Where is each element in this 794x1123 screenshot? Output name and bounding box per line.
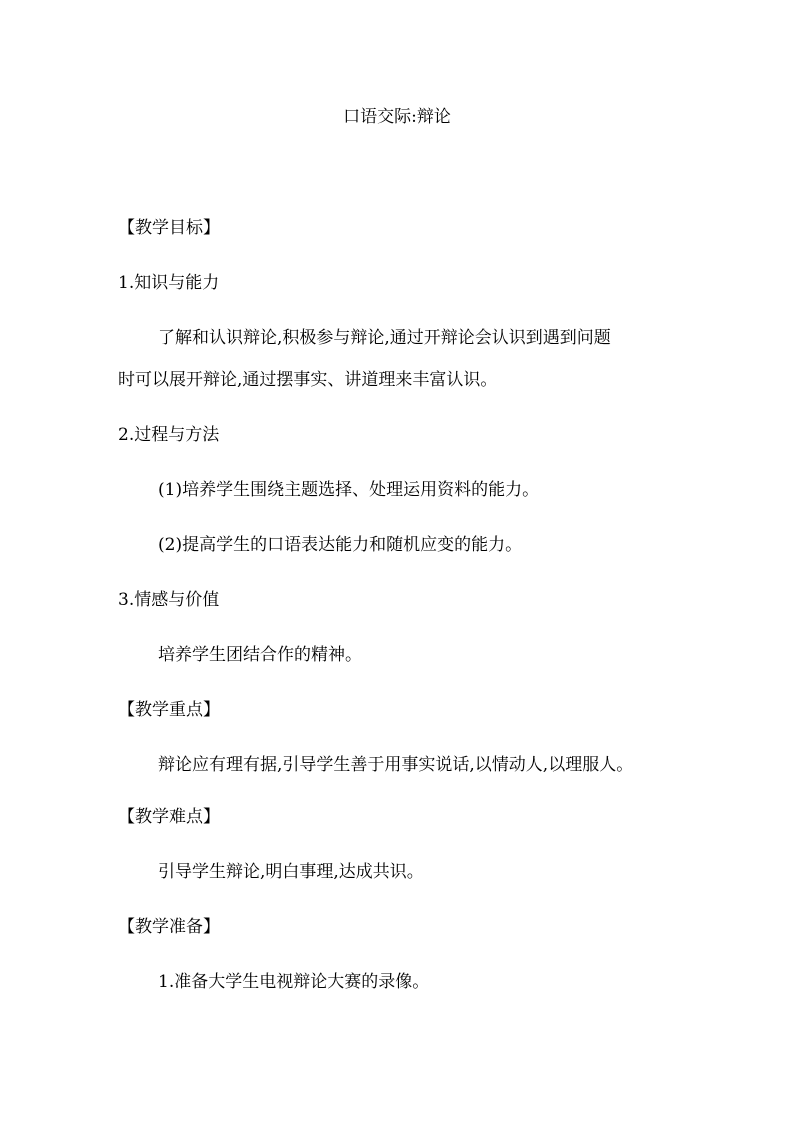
document-title: 口语交际:辩论: [343, 107, 451, 127]
knowledge-ability-paragraph-line1: 了解和认识辩论,积极参与辩论,通过开辩论会认识到遇到问题: [158, 328, 611, 348]
difficulties-paragraph: 引导学生辩论,明白事理,达成共识。: [158, 862, 424, 882]
preparation-heading: 【教学准备】: [118, 917, 220, 937]
preparation-item-1: 1.准备大学生电视辩论大赛的录像。: [158, 972, 430, 992]
process-method-heading: 2.过程与方法: [118, 425, 220, 445]
objectives-heading: 【教学目标】: [118, 218, 220, 238]
key-points-heading: 【教学重点】: [118, 700, 220, 720]
process-method-point-2: (2)提高学生的口语表达能力和随机应变的能力。: [158, 535, 523, 555]
difficulties-heading: 【教学难点】: [118, 807, 220, 827]
knowledge-ability-paragraph-line2: 时可以展开辩论,通过摆事实、讲道理来丰富认识。: [118, 370, 498, 390]
emotion-value-heading: 3.情感与价值: [118, 590, 220, 610]
key-points-paragraph: 辩论应有理有据,引导学生善于用事实说话,以情动人,以理服人。: [158, 755, 634, 775]
knowledge-ability-heading: 1.知识与能力: [118, 273, 220, 293]
emotion-value-paragraph: 培养学生团结合作的精神。: [158, 645, 362, 665]
process-method-point-1: (1)培养学生围绕主题选择、处理运用资料的能力。: [158, 480, 540, 500]
